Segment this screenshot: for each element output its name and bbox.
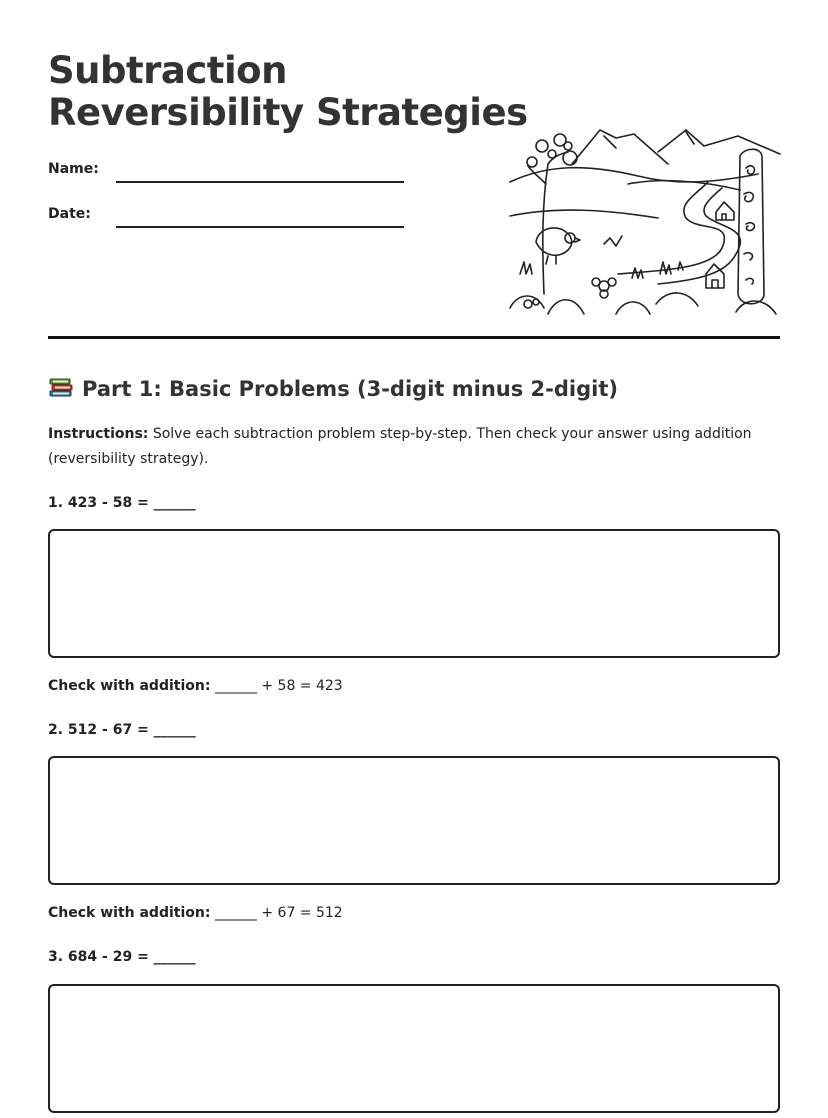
date-field[interactable] [48,205,408,235]
check-label-1: Check with addition: [48,678,211,694]
work-box-2[interactable] [48,756,780,885]
problem-1: 1. 423 - 58 = ______ [48,495,196,511]
problem-2: 2. 512 - 67 = ______ [48,722,196,738]
landscape-illustration-icon [508,124,782,320]
work-box-1[interactable] [48,529,780,658]
name-line[interactable] [116,181,404,183]
work-box-3[interactable] [48,984,780,1113]
books-icon [48,376,74,400]
part1-heading [48,374,788,404]
part1-heading-text: Part 1: Basic Problems (3-digit minus 2-digit) [82,377,618,401]
instructions-text: Solve each subtraction problem step-by-step. Then check your answer using addition (reversibility strategy). [48,426,752,467]
date-line[interactable] [116,226,404,228]
date-label: Date: [48,206,91,222]
problem-3: 3. 684 - 29 = ______ [48,949,196,965]
check-equation-2: ______ + 67 = 512 [210,905,343,921]
instructions-label: Instructions: [48,426,149,442]
name-label: Name: [48,161,99,177]
title-line-1: Subtraction [48,49,287,92]
check-line-2 [48,904,343,922]
check-label-2: Check with addition: [48,905,211,921]
check-equation-1: ______ + 58 = 423 [210,678,343,694]
instructions [48,422,783,472]
header-divider [48,336,780,339]
name-field[interactable] [48,160,408,190]
check-line-1 [48,677,343,695]
title-line-2: Reversibility Strategies [48,91,528,134]
worksheet-title [48,50,528,134]
